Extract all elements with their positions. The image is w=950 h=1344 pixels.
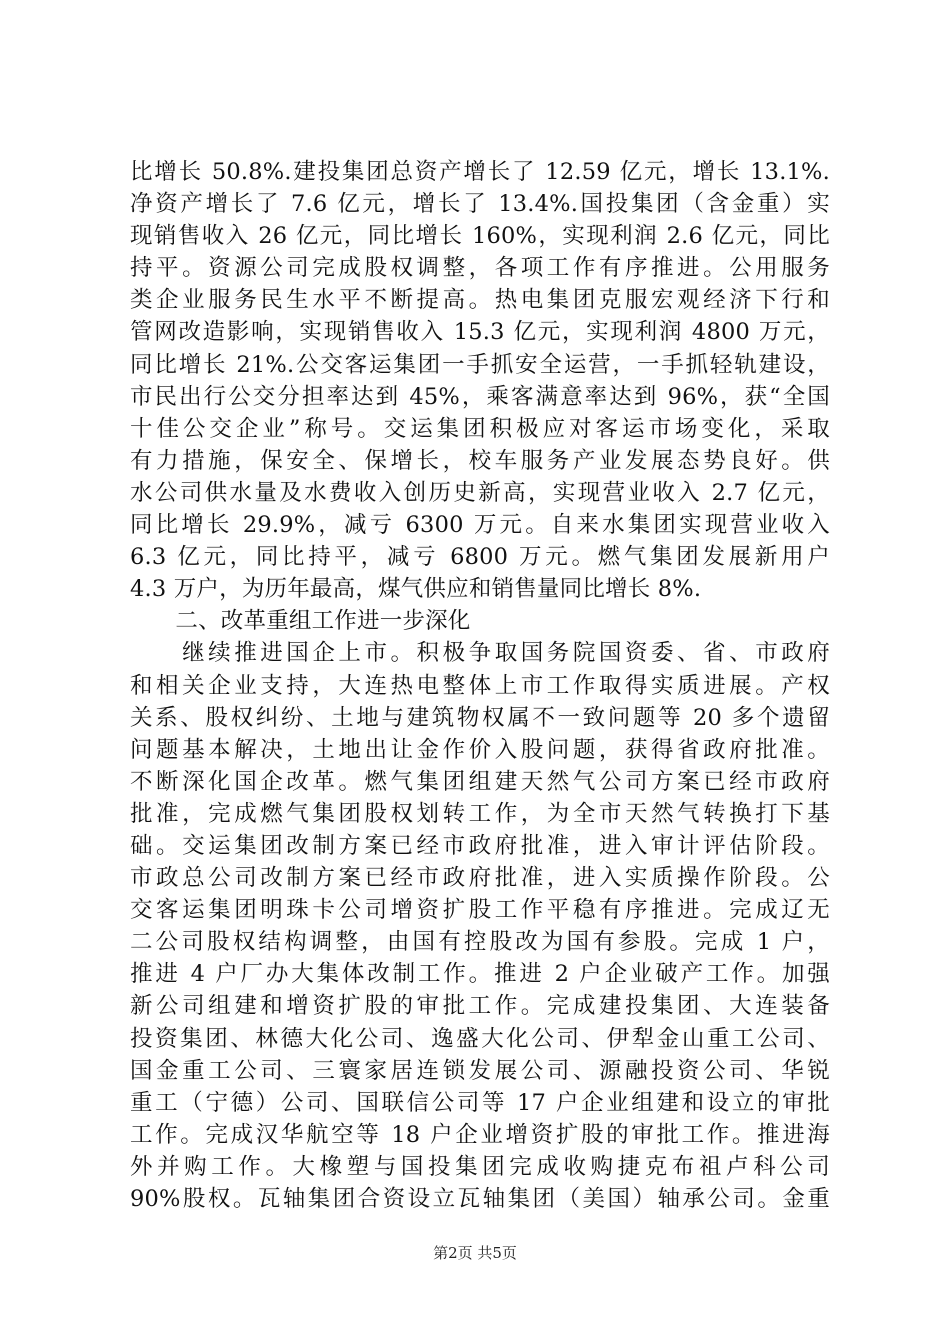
text-line: 同比增长 21%.公交客运集团一手抓安全运营，一手抓轻轨建设，	[130, 351, 830, 378]
page-footer: 第2页 共5页	[433, 1244, 517, 1262]
text-line: 础。交运集团改制方案已经市政府批准，进入审计评估阶段。	[130, 832, 830, 859]
text-line: 外并购工作。大橡塑与国投集团完成收购捷克布祖卢科公司	[130, 1153, 830, 1180]
text-line: 重工（宁德）公司、国联信公司等 17 户企业组建和设立的审批	[130, 1089, 830, 1116]
text-line: 水公司供水量及水费收入创历史新高，实现营业收入 2.7 亿元，	[130, 479, 830, 506]
text-line: 国金重工公司、三寰家居连锁发展公司、源融投资公司、华锐	[130, 1057, 830, 1084]
text-line: 十佳公交企业”称号。交运集团积极应对客运市场变化，采取	[130, 415, 830, 442]
text-line: 二公司股权结构调整，由国有控股改为国有参股。完成 1 户，	[130, 929, 830, 956]
text-line: 市政总公司改制方案已经市政府批准，进入实质操作阶段。公	[130, 865, 830, 892]
text-line: 6.3 亿元，同比持平，减亏 6800 万元。燃气集团发展新用户	[130, 544, 830, 571]
text-line: 市民出行公交分担率达到 45%，乘客满意率达到 96%，获“全国	[130, 383, 830, 410]
text-line: 继续推进国企上市。积极争取国务院国资委、省、市政府	[130, 640, 830, 667]
text-line: 关系、股权纠纷、土地与建筑物权属不一致问题等 20 多个遗留	[130, 704, 830, 731]
body-text	[130, 156, 830, 1215]
text-line: 管网改造影响，实现销售收入 15.3 亿元，实现利润 4800 万元，	[130, 319, 830, 346]
text-line: 比增长 50.8%.建投集团总资产增长了 12.59 亿元，增长 13.1%.	[130, 159, 830, 185]
text-line: 4.3 万户，为历年最高，煤气供应和销售量同比增长 8%.	[130, 576, 702, 603]
text-line: 推进 4 户厂办大集体改制工作。推进 2 户企业破产工作。加强	[130, 961, 830, 988]
text-line: 有力措施，保安全、保增长，校车服务产业发展态势良好。供	[130, 447, 830, 474]
text-line: 同比增长 29.9%，减亏 6300 万元。自来水集团实现营业收入	[130, 512, 830, 539]
text-line: 新公司组建和增资扩股的审批工作。完成建投集团、大连装备	[130, 993, 830, 1020]
text-line: 持平。资源公司完成股权调整，各项工作有序推进。公用服务	[130, 255, 830, 282]
text-line: 类企业服务民生水平不断提高。热电集团克服宏观经济下行和	[130, 287, 830, 314]
text-line: 投资集团、林德大化公司、逸盛大化公司、伊犁金山重工公司、	[130, 1025, 830, 1052]
text-line: 净资产增长了 7.6 亿元，增长了 13.4%.国投集团（含金重）实	[130, 191, 830, 218]
text-line: 工作。完成汉华航空等 18 户企业增资扩股的审批工作。推进海	[130, 1121, 830, 1148]
text-line: 交客运集团明珠卡公司增资扩股工作平稳有序推进。完成辽无	[130, 897, 830, 924]
text-line: 不断深化国企改革。燃气集团组建天然气公司方案已经市政府	[130, 768, 830, 795]
text-line: 和相关企业支持，大连热电整体上市工作取得实质进展。产权	[130, 672, 830, 699]
text-line: 批准，完成燃气集团股权划转工作，为全市天然气转换打下基	[130, 800, 830, 827]
text-line: 现销售收入 26 亿元，同比增长 160%，实现利润 2.6 亿元，同比	[130, 223, 830, 250]
text-line: 90%股权。瓦轴集团合资设立瓦轴集团（美国）轴承公司。金重	[130, 1186, 830, 1212]
text-line: 二、改革重组工作进一步深化	[130, 608, 471, 635]
text-line: 问题基本解决，土地出让金作价入股问题，获得省政府批准。	[130, 736, 830, 763]
